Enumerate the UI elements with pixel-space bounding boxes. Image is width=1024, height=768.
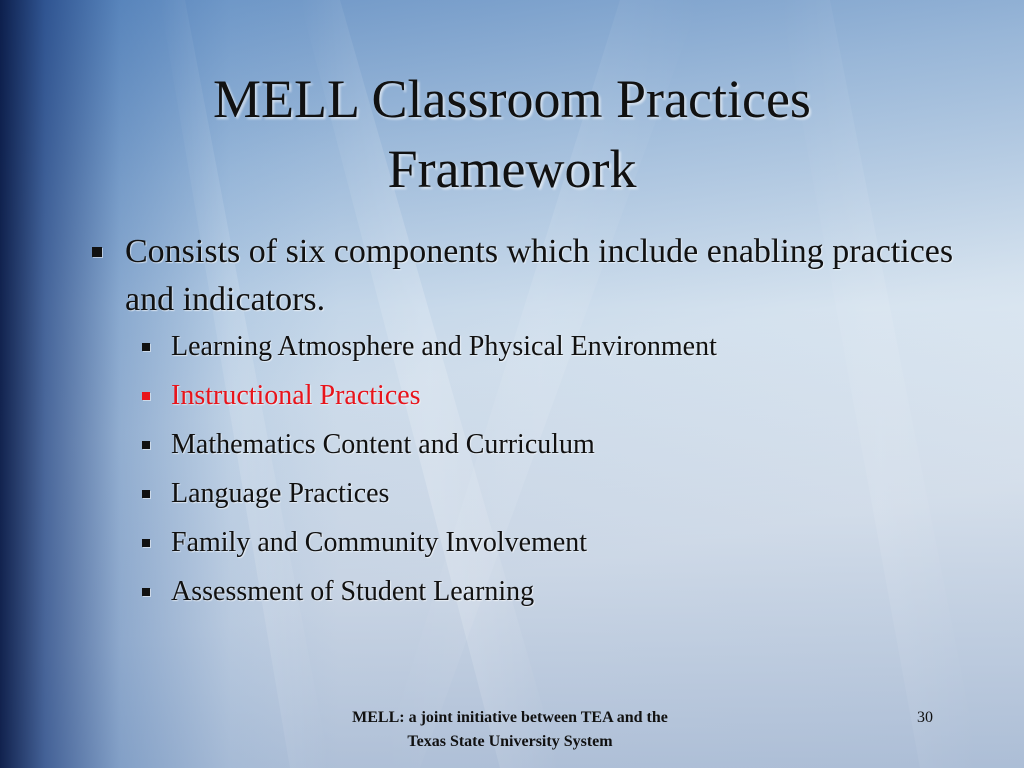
- slide-title-line-1: MELL Classroom Practices: [213, 69, 811, 129]
- square-bullet-icon: [142, 343, 150, 351]
- component-text: Family and Community Involvement: [171, 527, 588, 558]
- square-bullet-icon: [92, 247, 102, 257]
- component-item-highlighted: [90, 377, 970, 414]
- square-bullet-icon: [142, 588, 150, 596]
- slide-content: [90, 228, 970, 622]
- square-bullet-icon: [142, 392, 150, 400]
- slide-title-line-2: Framework: [387, 139, 637, 199]
- footer-line-2: Texas State University System: [407, 733, 613, 750]
- slide-title: [40, 64, 984, 204]
- component-item: [90, 475, 970, 512]
- square-bullet-icon: [142, 441, 150, 449]
- components-list: [90, 328, 970, 610]
- component-item: [90, 524, 970, 561]
- component-item: [90, 426, 970, 463]
- main-bullet: [90, 228, 970, 324]
- component-text: Learning Atmosphere and Physical Environment: [171, 331, 717, 362]
- page-number: 30: [917, 709, 933, 726]
- square-bullet-icon: [142, 539, 150, 547]
- component-item: [90, 573, 970, 610]
- slide-footer: [290, 706, 730, 754]
- component-text: Mathematics Content and Curriculum: [171, 429, 595, 460]
- component-text: Assessment of Student Learning: [171, 576, 535, 607]
- square-bullet-icon: [142, 490, 150, 498]
- component-text: Instructional Practices: [171, 380, 421, 411]
- component-item: [90, 328, 970, 365]
- component-text: Language Practices: [171, 478, 390, 509]
- footer-line-1: MELL: a joint initiative between TEA and the: [352, 709, 668, 726]
- main-bullet-text: Consists of six components which include enabling practices and indicators.: [125, 233, 954, 318]
